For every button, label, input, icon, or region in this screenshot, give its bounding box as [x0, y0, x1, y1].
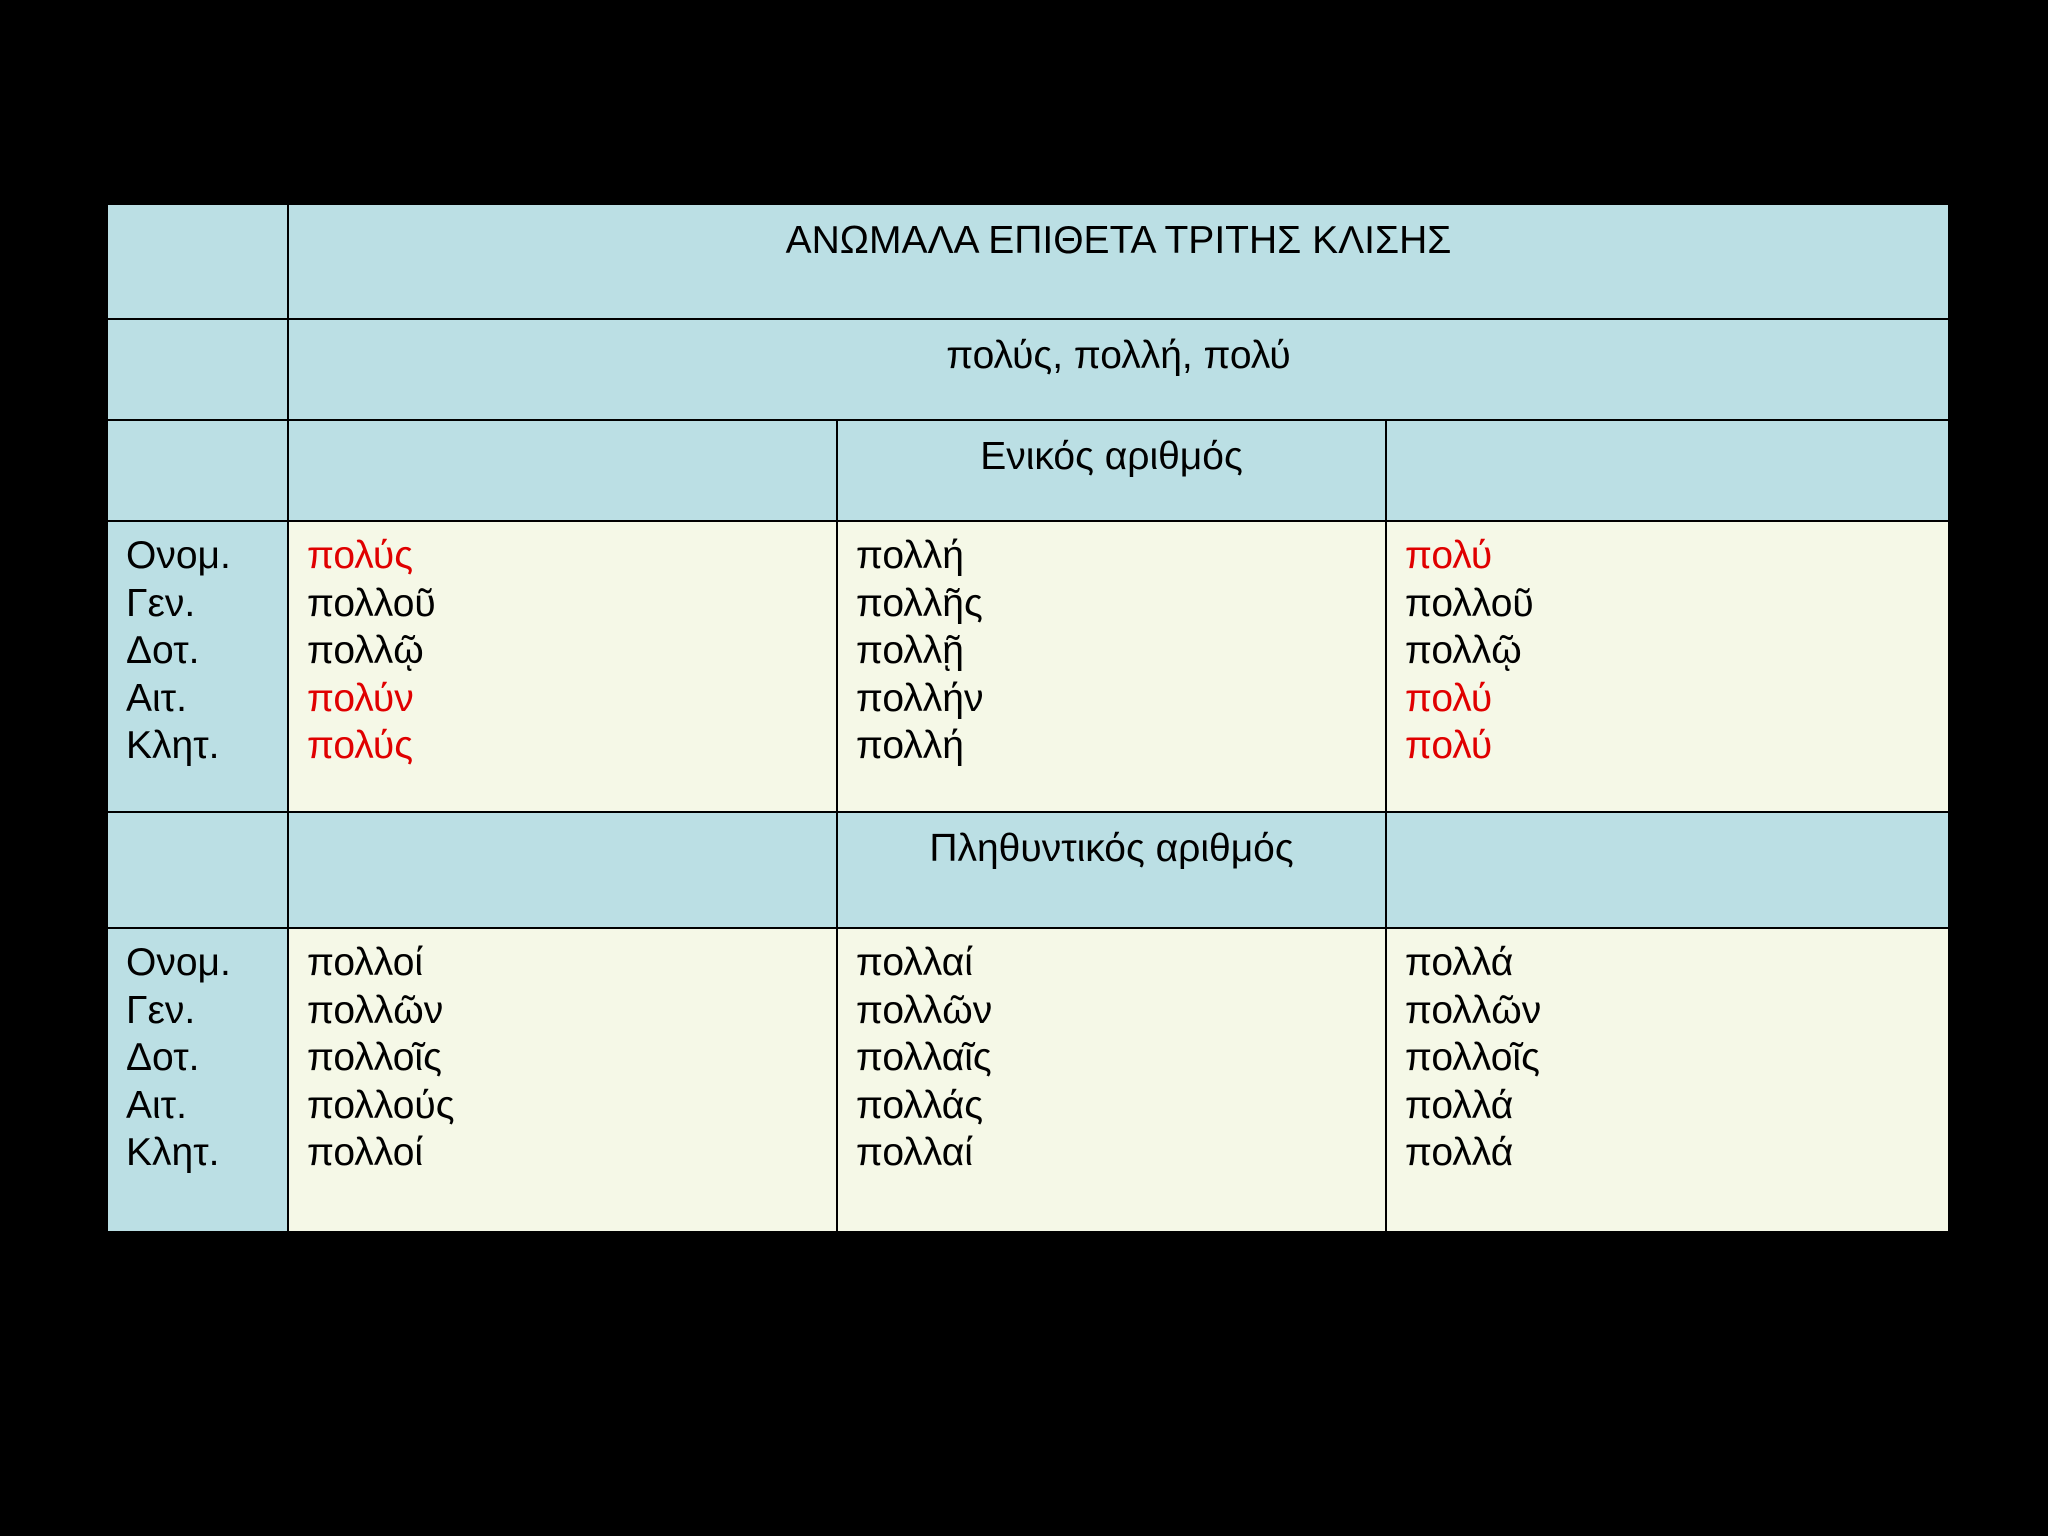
case-label: Γεν. [126, 581, 196, 625]
case-label: Κλητ. [126, 1131, 220, 1174]
declension-form: πολλοῖς [307, 1036, 442, 1079]
declension-form: πολλά [1405, 1131, 1514, 1174]
adjective-forms: πολύς, πολλή, πολύ [946, 334, 1291, 377]
case-label: Αιτ. [126, 676, 187, 720]
plural-heading-right-cell [1386, 812, 1949, 928]
declension-form: πολλαί [856, 941, 973, 984]
table-title-cell [288, 204, 1949, 319]
plural-case-labels [107, 928, 288, 1232]
plural-feminine-forms [837, 928, 1386, 1232]
declension-form: πολλῶν [1405, 988, 1542, 1032]
declension-form: πολλή [856, 534, 964, 577]
declension-form: πολύς [307, 534, 413, 577]
singular-case-labels [107, 521, 288, 812]
declension-form: πολλή [856, 724, 964, 767]
declension-form: πολλῇ [856, 629, 964, 672]
declension-form: πολλοί [307, 941, 424, 984]
case-label: Ονομ. [126, 534, 231, 577]
plural-neuter-forms [1386, 928, 1949, 1232]
declension-form: πολλοί [307, 1131, 424, 1174]
case-label: Δοτ. [126, 629, 200, 672]
singular-heading-right-cell [1386, 420, 1949, 521]
declension-form: πολλῶν [307, 988, 444, 1032]
declension-form: πολλαί [856, 1131, 973, 1174]
singular-forms-row [107, 521, 1949, 812]
declension-form: πολλά [1405, 1083, 1514, 1127]
singular-feminine-forms [837, 521, 1386, 812]
declension-form: πολλάς [856, 1083, 984, 1127]
plural-heading-label-cell [107, 812, 288, 928]
singular-masculine-forms [288, 521, 837, 812]
case-label: Δοτ. [126, 1036, 200, 1079]
plural-heading-left-cell [288, 812, 837, 928]
declension-form: πολύ [1405, 534, 1493, 577]
plural-forms-row [107, 928, 1949, 1232]
declension-form: πολλῆς [856, 581, 983, 625]
adjective-forms-cell [288, 319, 1949, 420]
declension-form: πολλαῖς [856, 1036, 992, 1079]
plural-heading: Πληθυντικός αριθμός [929, 827, 1294, 870]
case-label: Γεν. [126, 988, 196, 1032]
declension-form: πολλοῦ [1405, 581, 1534, 625]
declension-form: πολύς [307, 724, 413, 767]
singular-heading-row [107, 420, 1949, 521]
declension-form: πολλήν [856, 676, 984, 720]
subtitle-row [107, 319, 1949, 420]
title-row [107, 204, 1949, 319]
declension-form: πολύν [307, 676, 414, 720]
declension-form: πολλῷ [307, 629, 424, 672]
singular-heading-label-cell [107, 420, 288, 521]
singular-heading-cell [837, 420, 1386, 521]
plural-masculine-forms [288, 928, 837, 1232]
declension-form: πολλῷ [1405, 629, 1522, 672]
case-label: Ονομ. [126, 941, 231, 984]
plural-heading-cell [837, 812, 1386, 928]
case-label: Αιτ. [126, 1083, 187, 1127]
table-title: ΑΝΩΜΑΛΑ ΕΠΙΘΕΤΑ ΤΡΙΤΗΣ ΚΛΙΣΗΣ [785, 219, 1452, 262]
declension-table [106, 203, 1950, 1233]
singular-heading: Ενικός αριθμός [980, 435, 1243, 478]
case-label: Κλητ. [126, 724, 220, 767]
title-row-label-cell [107, 204, 288, 319]
subtitle-row-label-cell [107, 319, 288, 420]
singular-heading-left-cell [288, 420, 837, 521]
declension-form: πολλά [1405, 941, 1514, 984]
plural-heading-row [107, 812, 1949, 928]
declension-form: πολλοῦ [307, 581, 436, 625]
declension-form: πολύ [1405, 724, 1493, 767]
declension-form: πολύ [1405, 676, 1493, 720]
singular-neuter-forms [1386, 521, 1949, 812]
declension-form: πολλῶν [856, 988, 993, 1032]
declension-form: πολλοῖς [1405, 1036, 1540, 1079]
declension-form: πολλούς [307, 1083, 455, 1127]
